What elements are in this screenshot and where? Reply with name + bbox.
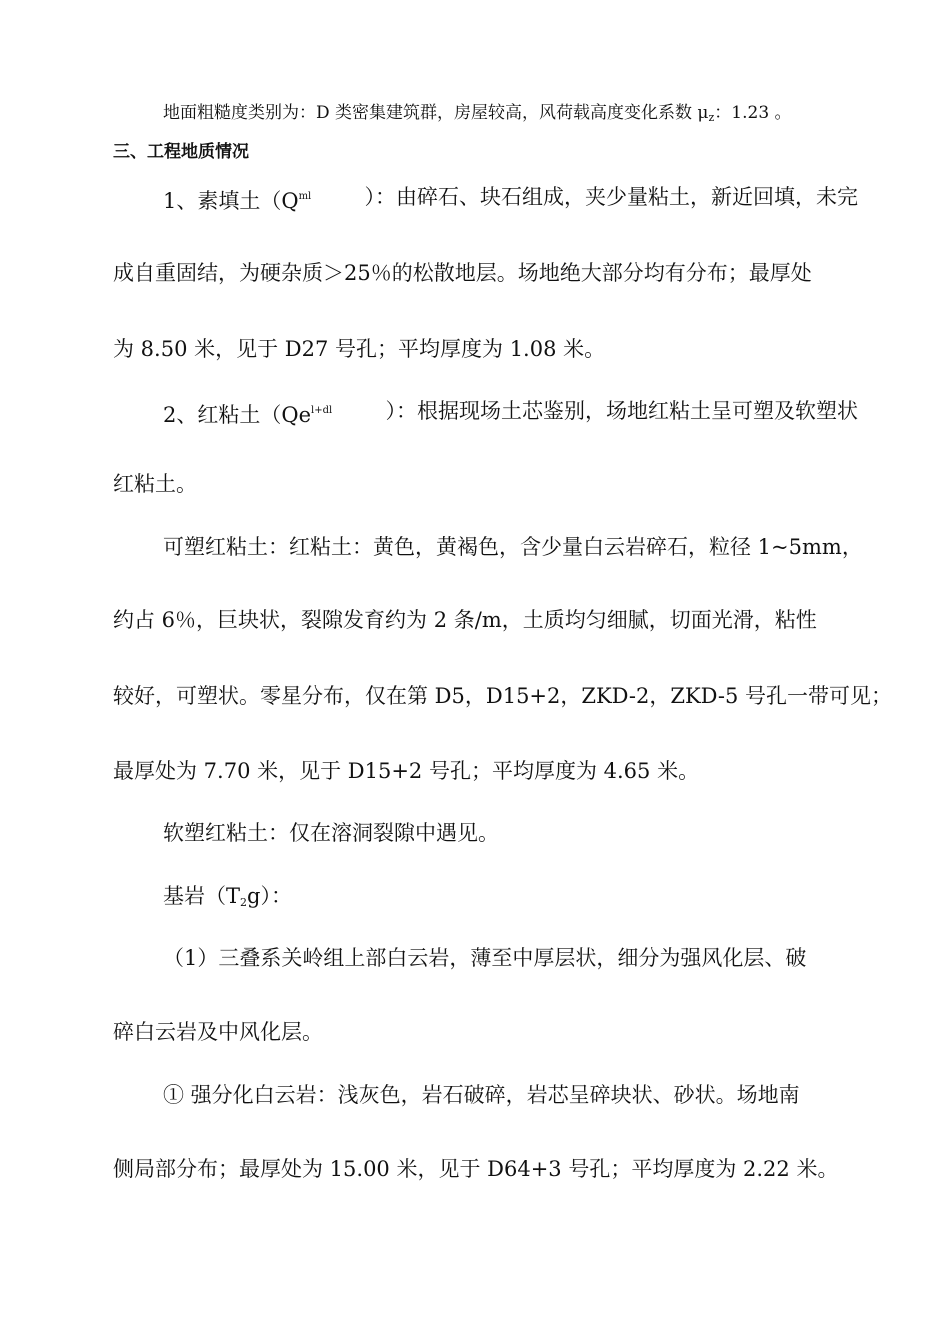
roughness-paragraph [163, 99, 792, 132]
fill-soil-line-2: 成自重固结，为硬杂质＞25％的松散地层。场地绝大部分均有分布；最厚处 [113, 261, 812, 285]
plastic-clay-line-4: 最厚处为 7.70 米，见于 D15+2 号孔；平均厚度为 4.65 米。 [113, 759, 700, 783]
plastic-clay-line-3: 较好，可塑状。零星分布，仅在第 D5，D15+2，ZKD-2，ZKD-5 号孔一带可见； [113, 684, 892, 708]
roughness-text-b: ：1.23 。 [714, 103, 792, 123]
dolomite-line-2: 碎白云岩及中风化层。 [113, 1020, 323, 1044]
bedrock-subscript: 2 [240, 896, 248, 909]
red-clay-line-2: 红粘土。 [113, 472, 197, 496]
red-clay-superscript: l+dl [311, 405, 333, 416]
fill-soil-text-a: 1、素填土（$Q^{ml}$ [163, 189, 312, 213]
plastic-clay-line-2: 约占 6％，巨块状，裂隙发育约为 2 条/m，土质均匀细腻，切面光滑，粘性 [113, 608, 817, 632]
red-clay-line-1 [163, 397, 858, 429]
bedrock-heading: 基岩$(T_2g)$： [163, 884, 292, 909]
fill-soil-text-b: ）：由碎石、块石组成，夹少量粘土，新近回填，未完 [364, 185, 858, 209]
plastic-clay-line-1: 可塑红粘土：红粘土：黄色，黄褐色，含少量白云岩碎石，粒径 1~5mm， [163, 535, 863, 559]
fill-soil-line-1 [163, 183, 858, 215]
roughness-subscript: z [708, 111, 715, 124]
soft-clay-paragraph: 软塑红粘土：仅在溶洞裂隙中遇见。 [163, 821, 499, 845]
fill-soil-superscript: ml [298, 191, 312, 202]
fill-soil-line-3: 为 8.50 米，见于 D27 号孔；平均厚度为 1.08 米。 [113, 337, 606, 361]
roughness-text-a: 地面粗糙度类别为：D 类密集建筑群，房屋较高，风荷载高度变化系数 μ [163, 103, 709, 123]
red-clay-text-a: 2、红粘土（$Qe^{l+dl}$ [163, 403, 333, 427]
red-clay-text-b: ）：根据现场土芯鉴别，场地红粘土呈可塑及软塑状 [385, 399, 858, 423]
dolomite-line-1: （1）三叠系关岭组上部白云岩，薄至中厚层状，细分为强风化层、破 [163, 946, 807, 970]
weathered-dolomite-line-2: 侧局部分布；最厚处为 15.00 米，见于 D64+3 号孔；平均厚度为 2.22 米。 [113, 1157, 839, 1181]
section-heading: 三、工程地质情况 [113, 142, 249, 162]
weathered-dolomite-line-1: ① 强分化白云岩：浅灰色，岩石破碎，岩芯呈碎块状、砂状。场地南 [163, 1083, 800, 1107]
